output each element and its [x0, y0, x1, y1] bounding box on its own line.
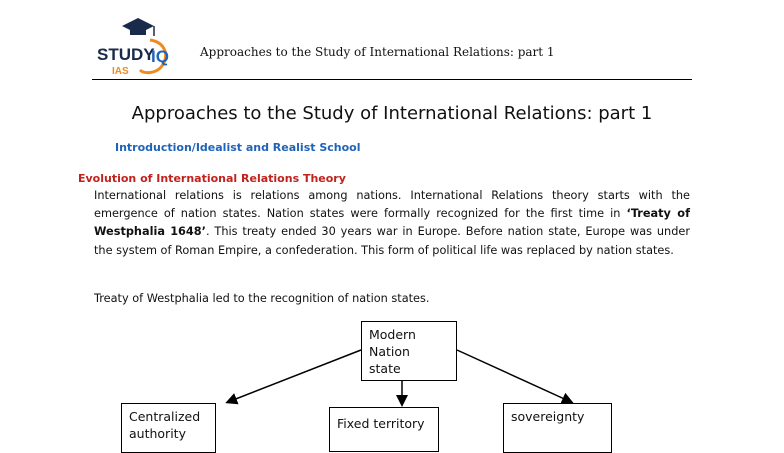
- paragraph-text-a: International relations is relations among nations. International Relations theory starts with the emergence of nation states. Nation states were formally recognized for the first time in: [94, 189, 690, 221]
- arrow-to-sovereignty: [457, 350, 571, 402]
- body-paragraph-2: Treaty of Westphalia led to the recognition of nation states.: [94, 292, 430, 305]
- document-title: Approaches to the Study of International Relations: part 1: [131, 103, 653, 124]
- svg-text:IAS: IAS: [112, 66, 129, 77]
- node-line: sovereignty: [511, 409, 585, 424]
- paragraph-text-b: . This treaty ended 30 years war in Europe. Before nation state, Europe was under the system of Roman Empire, a confederation. This form of political life was replaced by nation states.: [94, 225, 690, 257]
- header-title: Approaches to the Study of International Relations: part 1: [200, 45, 555, 59]
- flowchart-node-centralized-authority: [121, 403, 216, 453]
- arrow-to-centralized: [228, 350, 361, 402]
- node-line: Modern: [369, 327, 416, 342]
- node-line: Centralized: [129, 409, 201, 424]
- body-paragraph: [94, 187, 690, 260]
- node-line: Nation: [369, 344, 410, 359]
- study-iq-logo: [92, 12, 180, 78]
- node-line: state: [369, 361, 401, 376]
- header-divider: [92, 79, 692, 80]
- flowchart-node-sovereignty: [503, 403, 612, 453]
- flowchart-node-modern-nation-state: [361, 321, 457, 381]
- treaty-emphasis: ‘Treaty of Westphalia 1648’: [94, 207, 690, 239]
- node-line: authority: [129, 426, 186, 441]
- svg-text:IQ: IQ: [151, 47, 169, 66]
- svg-text:STUDY: STUDY: [97, 45, 155, 64]
- flowchart-node-fixed-territory: [329, 407, 439, 452]
- node-line: Fixed territory: [337, 416, 425, 431]
- document-subtitle: Introduction/Idealist and Realist School: [115, 141, 361, 154]
- section-heading: Evolution of International Relations Theory: [78, 172, 346, 185]
